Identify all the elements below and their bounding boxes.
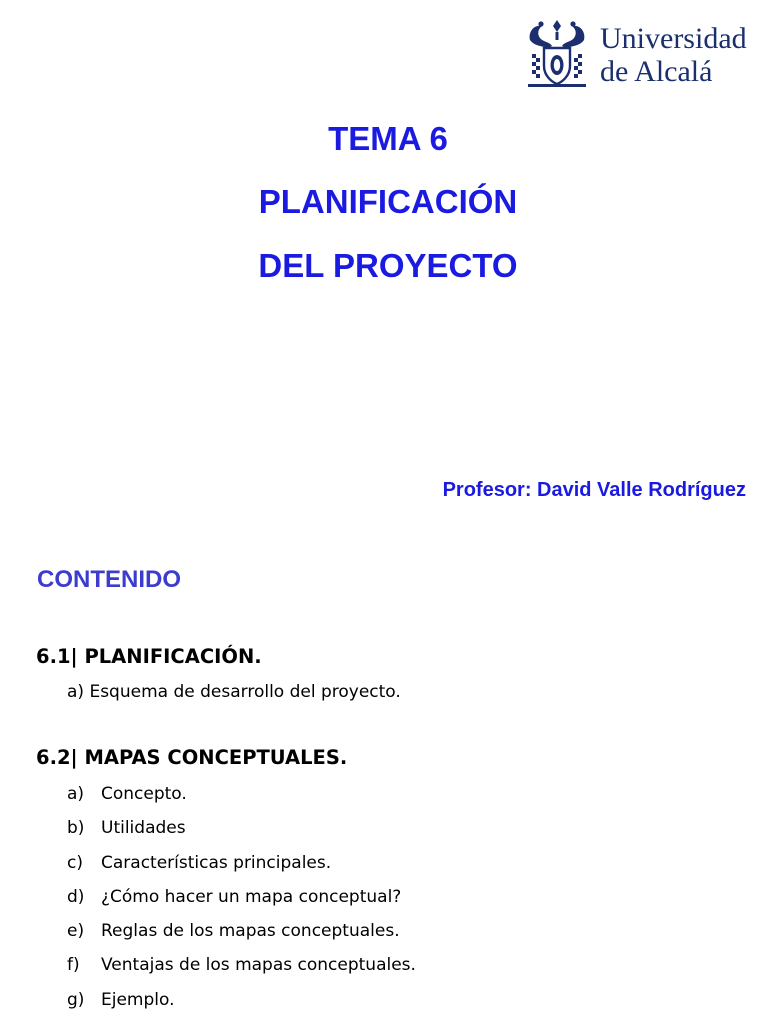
professor-name: Profesor: David Valle Rodríguez — [442, 479, 746, 501]
university-name-line1: Universidad — [600, 22, 747, 55]
list-item-marker: g) — [67, 989, 85, 1010]
title-line-1: TEMA 6 — [328, 120, 448, 157]
list-item-text: Concepto. — [101, 784, 187, 804]
list-item-marker: f) — [67, 955, 80, 976]
list-item-marker: a) — [67, 784, 85, 804]
title-line-3: DEL PROYECTO — [258, 247, 518, 284]
list-item-text: Reglas de los mapas conceptuales. — [101, 921, 400, 942]
university-name-line2: de Alcalá — [600, 55, 713, 88]
university-seal-icon — [524, 18, 590, 90]
section-6-1-item: a) Esquema de desarrollo del proyecto. — [67, 682, 401, 702]
list-item-text: Utilidades — [101, 818, 186, 839]
university-logo — [524, 18, 764, 92]
list-item-marker: d) — [67, 886, 85, 907]
contents-heading: CONTENIDO — [37, 566, 181, 593]
university-name — [600, 22, 747, 88]
list-item-text: Ejemplo. — [101, 989, 175, 1010]
title-line-2: PLANIFICACIÓN — [258, 183, 518, 220]
section-heading-6-1: 6.1| PLANIFICACIÓN. — [36, 645, 262, 668]
list-item-marker: b) — [67, 818, 85, 839]
list-item-text: Ventajas de los mapas conceptuales. — [101, 955, 416, 976]
list-item-marker: c) — [67, 852, 83, 873]
list-item-marker: e) — [67, 921, 85, 942]
section-heading-6-2: 6.2| MAPAS CONCEPTUALES. — [36, 746, 348, 769]
list-item-text: ¿Cómo hacer un mapa conceptual? — [101, 886, 402, 907]
list-item-text: Características principales. — [101, 852, 332, 873]
